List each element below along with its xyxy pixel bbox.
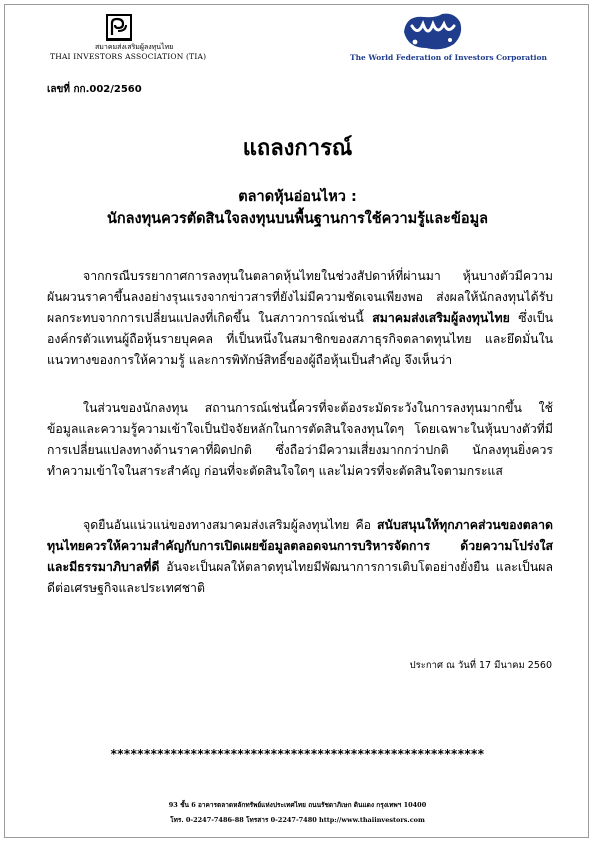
dateline: ประกาศ ณ วันที่ 17 มีนาคม 2560	[409, 660, 552, 671]
footer-address: 93 ชั้น 6 อาคารตลาดหลักทรัพย์แห่งประเทศไทย ถนนรัชดาภิเษก ดินแดง กรุงเทพฯ 10400	[168, 801, 427, 809]
tia-emblem-icon	[104, 14, 134, 42]
paragraph-3-bold: สนับสนุนให้ทุกภาคส่วนของตลาดทุนไทยควรให้ความสำคัญกับการเปิดเผยข้อมูลตลอดจนการบริหารจัดการ ด้วยความโปร่งใส และมีธรรมาภิบาลที่ดี	[47, 518, 553, 574]
paragraph-3-text-b: อันจะเป็นผลให้ตลาดทุนไทยมีพัฒนาการการเติบโตอย่างยั่งยืน และเป็นผลดีต่อเศรษฐกิจและประเทศชาติ	[47, 560, 553, 595]
page-title: แถลงการณ์	[242, 136, 353, 161]
tia-thai-name: สมาคมส่งเสริมผู้ลงทุนไทย	[95, 43, 174, 51]
footer-contact: โทร. 0-2247-7486-88 โทรสาร 0-2247-7480 http://www.thaiinvestors.com	[170, 816, 425, 824]
subtitle-line-2: นักลงทุนควรตัดสินใจลงทุนบนพื้นฐานการใช้ความรู้และข้อมูล	[106, 211, 489, 227]
subtitle	[0, 186, 595, 230]
wfic-wave-logo-icon	[400, 12, 464, 52]
tia-english-name: THAI INVESTORS ASSOCIATION (TIA)	[50, 52, 207, 61]
separator: ********************************************************	[110, 747, 485, 761]
document-number: เลขที่ กก.002/2560	[47, 84, 142, 95]
paragraph-1	[47, 266, 553, 371]
paragraph-3-text-a: จุดยืนอันแน่วแน่ของทางสมาคมส่งเสริมผู้ลงทุนไทย คือ	[83, 518, 378, 532]
wfic-name: The World Federation of Investors Corporation	[350, 53, 547, 62]
paragraph-1-bold: สมาคมส่งเสริมผู้ลงทุนไทย	[372, 311, 510, 325]
paragraph-2	[47, 398, 553, 482]
paragraph-3	[47, 515, 553, 599]
paragraph-1-text-b: ซึ่งเป็นองค์กรตัวแทนผู้ถือหุ้นรายบุคคล ที่เป็นหนึ่งในสมาชิกของสภาธุรกิจตลาดทุนไทย และยึดมั่นในแนวทางของการให้ความรู้ และการพิทักษ์สิทธิ์ของผู้ถือหุ้นเป็นสำคัญ จึงเห็นว่า	[47, 311, 553, 367]
subtitle-line-1: ตลาดหุ้นอ่อนไหว :	[238, 189, 357, 205]
paragraph-1-text-a: จากกรณีบรรยากาศการลงทุนในตลาดหุ้นไทยในช่วงสัปดาห์ที่ผ่านมา หุ้นบางตัวมีความผันผวนราคาขึ้นลงอย่างรุนแรงจากข่าวสารที่ยังไม่มีความชัดเจนเพียงพอ ส่งผลให้นักลงทุนได้รับผลกระทบจากการเปลี่ยนแปลงที่เกิดขึ้น ในสภาวการณ์เช่นนี้	[47, 269, 553, 325]
tia-logo	[50, 14, 210, 61]
paragraph-2-text: ในส่วนของนักลงทุน สถานการณ์เช่นนี้ควรที่จะต้องระมัดระวังในการลงทุนมากขึ้น ใช้ข้อมูลและความรู้ความเข้าใจเป็นปัจจัยหลักในการตัดสินใจลงทุนใดๆ โดยเฉพาะในหุ้นบางตัวที่มีการเปลี่ยนแปลงทางด้านราคาที่ผิดปกติ ซึ่งถือว่ามีความเสี่ยงมากกว่าปกติ นักลงทุนยิ่งควรทำความเข้าใจในสาระสำคัญ ก่อนที่จะตัดสินใจใดๆ และไม่ควรที่จะตัดสินใจตามกระแส	[47, 401, 553, 478]
